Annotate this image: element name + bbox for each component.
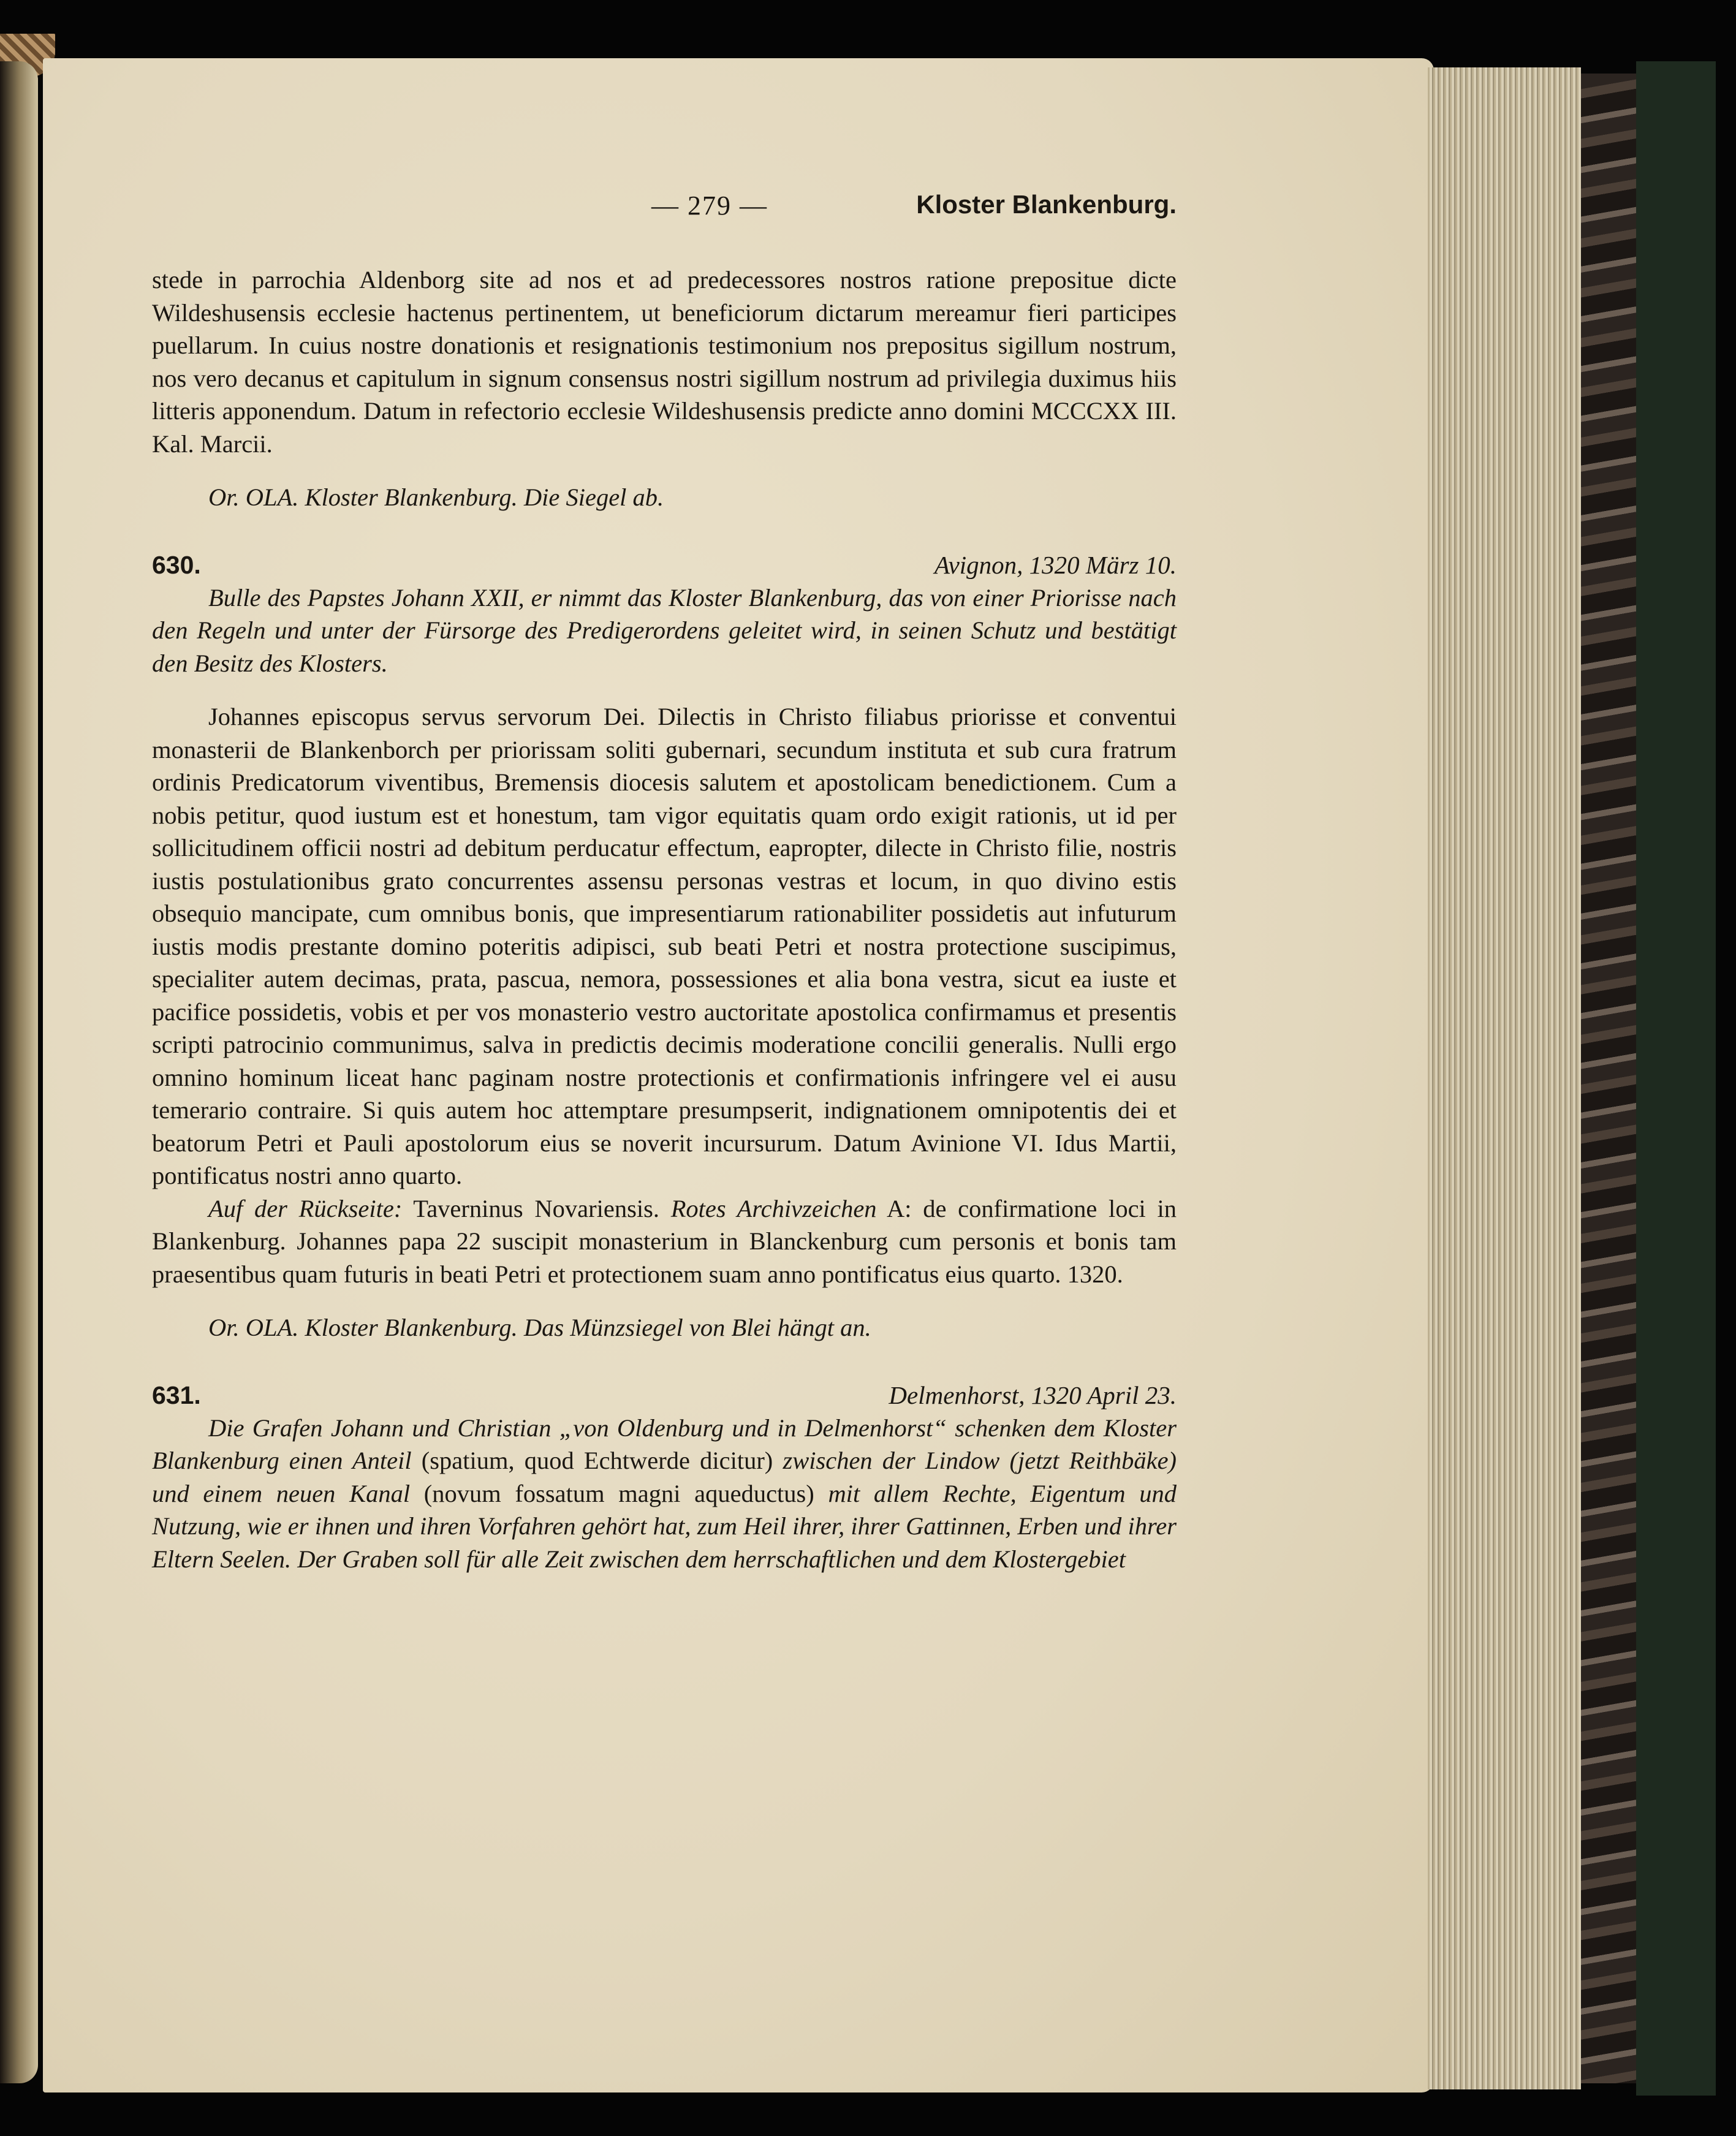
continuation-source: Or. OLA. Kloster Blankenburg. Die Siegel ab. xyxy=(208,483,664,511)
dorsal-text: Taverninus Novariensis. xyxy=(413,1194,659,1222)
summary-part: zwischen der Lindow (jetzt Reithbäke) und einem neuen Kanal xyxy=(152,1447,1177,1507)
archive-label: Rotes Archivzeichen xyxy=(670,1194,877,1222)
page-header xyxy=(152,190,1177,227)
page-stack-edge xyxy=(1428,67,1581,2089)
entry-number: 630. xyxy=(152,550,201,579)
entry-630-header xyxy=(152,548,1177,581)
dorsal-label: Auf der Rückseite: xyxy=(208,1194,403,1222)
entry-summary: Bulle des Papstes Johann XXII, er nimmt das Kloster Blankenburg, das von einer Priorisse nach den Regeln und unter der Fürsorge des Predigerordens geleitet wird, in seinen Schutz und bestätigt den Besitz des Klosters. xyxy=(152,583,1177,677)
entry-631-header xyxy=(152,1379,1177,1412)
summary-part: Die Grafen Johann und Christian „von Oldenburg und in Delmenhorst“ schenken dem Kloster Blankenburg einen Anteil xyxy=(152,1414,1177,1474)
page-number: — 279 — xyxy=(651,191,768,221)
entry-source: Or. OLA. Kloster Blankenburg. Das Münzsiegel von Blei hängt an. xyxy=(208,1314,871,1341)
page-content xyxy=(152,190,1177,1575)
left-page-edge xyxy=(0,61,38,2083)
book-cover xyxy=(1636,61,1716,2096)
entry-number: 631. xyxy=(152,1380,201,1409)
continuation-text: stede in parrochia Aldenborg site ad nos et ad predecessores nostros ratione prepositue dicte Wildeshusensis ecclesie hactenus pertinentem, ut beneficiorum dictarum mereamur fieri participes puellarum. In cuius nostre donationis et resignationis testimonium nos prepositus sigillum nostrum, nos vero decanus et capitulum in signum consensus nostri sigillum nostrum ad privilegia duximus hiis litteris apponendum. Datum in refectorio ecclesie Wildeshusensis predicte anno domini MCCCXX III. Kal. Marcii. xyxy=(152,266,1177,458)
latin-insert: (novum fossatum magni aqueductus) xyxy=(423,1479,814,1507)
entry-body: Johannes episcopus servus servorum Dei. Dilectis in Christo filiabus priorisse et conventui monasterii de Blankenborch per priorissam soliti gubernari, secundum instituta et sub cura fratrum ordinis Predicatorum viventibus, Bremensis diocesis salutem et apostolicam benedictionem. Cum a nobis petitur, quod iustum est et honestum, tam vigor equitatis quam ordo exigit rationis, ut id per sollicitudinem officii nostri ad debitum perducatur effectum, eapropter, dilecte in Christo filie, nostris iustis postulationibus grato concurrentes assensu personas vestras et locum, in quo divino estis obsequio mancipate, cum omnibus bonis, que impresentiarum rationabiliter possidetis aut infuturum iustis modis prestante domino poteritis adipisci, sub beati Petri et nostra protectione suscipimus, specialiter autem decimas, prata, pascua, nemora, possessiones et alia bona vestra, sicut ea iuste et pacifice possidetis, vobis et per vos monasterio vestro auctoritate apostolica confirmamus et presentis scripti patrocinio communimus, salva in predictis decimis moderatione concilii generalis. Nulli ergo omnino hominum liceat hanc paginam nostre protectionis et confirmationis infringere vel ei ausu temerario contraire. Si quis autem hoc attemptare presumpserit, indignationem omnipotentis dei et beatorum Petri et Pauli apostolorum eius se noverit incursurum. Datum Avinione VI. Idus Martii, pontificatus nostri anno quarto. xyxy=(152,703,1177,1189)
entry-dorsal-note xyxy=(152,1192,1177,1291)
marbled-cover-edge xyxy=(1581,74,1636,2083)
running-head: Kloster Blankenburg. xyxy=(916,190,1177,219)
entry-place-date: Avignon, 1320 März 10. xyxy=(934,550,1177,579)
entry-summary xyxy=(152,1412,1177,1576)
entry-place-date: Delmenhorst, 1320 April 23. xyxy=(889,1380,1177,1409)
summary-part: mit allem Rechte, Eigentum und Nutzung, wie er ihnen und ihren Vorfahren gehört hat, zum Heil ihrer, ihrer Gattinnen, Erben und ihrer Eltern Seelen. Der Graben soll für alle Zeit zwischen dem herrschaftlichen und dem Klostergebiet xyxy=(152,1479,1177,1573)
archive-text: A: de confirmatione loci in Blankenburg. Johannes papa 22 suscipit monasterium in Blanckenburg cum personis et bonis tam praesentibus quam futuris in beati Petri et protectionem suam anno pontificatus eius quarto. 1320. xyxy=(152,1194,1177,1288)
latin-insert: (spatium, quod Echtwerde dicitur) xyxy=(421,1447,773,1474)
